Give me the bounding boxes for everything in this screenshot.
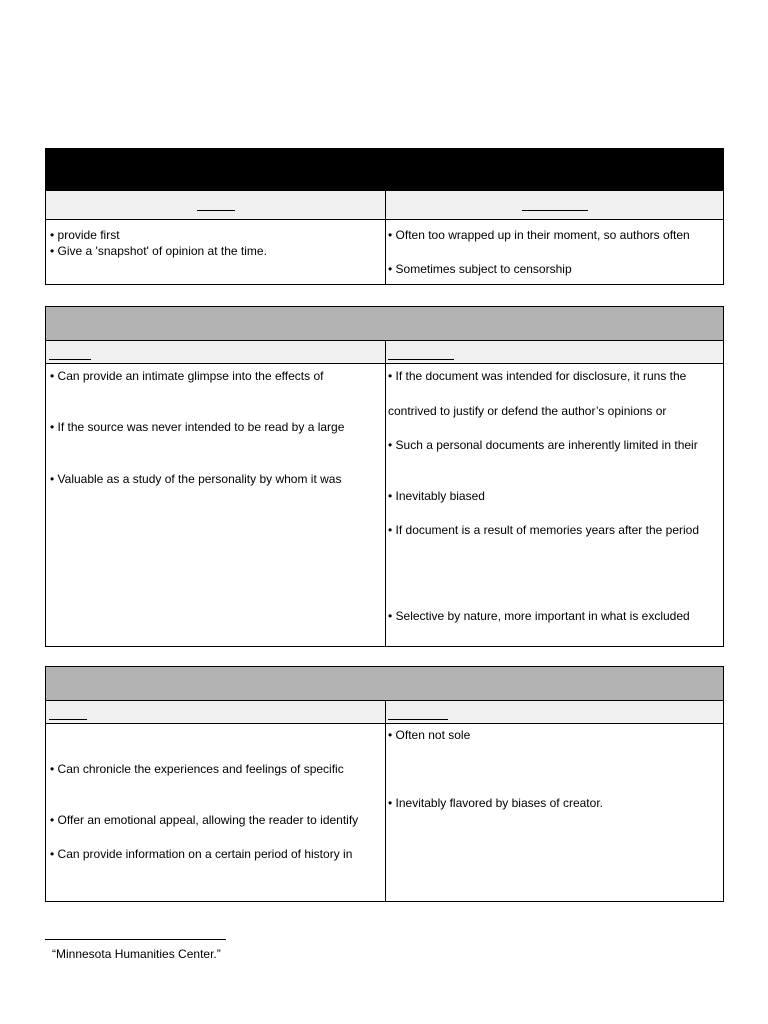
list-item: • Inevitably flavored by biases of creator. (388, 796, 603, 810)
list-item: • If the document was intended for disclosure, it runs the (388, 369, 687, 383)
disadvantages-column-header (385, 341, 723, 363)
list-item: • Can chronicle the experiences and feelings of specific (50, 762, 344, 776)
table-body (46, 364, 723, 646)
advantages-cell (46, 364, 385, 646)
disadvantages-cell (385, 220, 723, 284)
advantages-cell (46, 724, 385, 901)
disadvantages-cell (385, 364, 723, 646)
header-underline (49, 719, 87, 720)
list-item: contrived to justify or defend the author’s opinions or (388, 404, 667, 418)
advantages-column-header (46, 191, 385, 219)
list-item: • Offer an emotional appeal, allowing the reader to identify (50, 813, 359, 827)
list-item: • If document is a result of memories years after the period (388, 523, 700, 537)
list-item: • Selective by nature, more important in what is excluded (388, 609, 690, 623)
disadvantages-column-header (385, 191, 723, 219)
header-underline (49, 359, 91, 360)
list-item: • Sometimes subject to censorship (388, 262, 572, 276)
table-header-bar (46, 667, 723, 701)
table-header-bar (46, 149, 723, 191)
footnote-separator (45, 939, 226, 940)
header-underline (197, 210, 235, 211)
advantages-column-header (46, 341, 385, 363)
list-item: • Valuable as a study of the personality by whom it was (50, 472, 342, 486)
header-underline (388, 719, 448, 720)
header-underline (522, 210, 588, 211)
advantages-column-header (46, 701, 385, 723)
disadvantages-cell (385, 724, 723, 901)
list-item: • Often too wrapped up in their moment, so authors often (388, 228, 690, 242)
list-item: • provide first (50, 228, 120, 242)
primary-sources-table-3 (45, 666, 724, 902)
list-item: • Can provide information on a certain period of history in (50, 847, 353, 861)
list-item: • Inevitably biased (388, 489, 485, 503)
table-body (46, 220, 723, 284)
header-underline (388, 359, 454, 360)
list-item: • If the source was never intended to be read by a large (50, 420, 345, 434)
primary-sources-table-2 (45, 306, 724, 647)
column-header-row (46, 341, 723, 364)
list-item: • Can provide an intimate glimpse into the effects of (50, 369, 324, 383)
table-body (46, 724, 723, 901)
list-item: • Such a personal documents are inherently limited in their (388, 438, 698, 452)
column-header-row (46, 191, 723, 220)
list-item: • Give a 'snapshot' of opinion at the time. (50, 244, 267, 258)
primary-sources-table-1 (45, 148, 724, 285)
column-header-row (46, 701, 723, 724)
table-header-bar (46, 307, 723, 341)
footnote: “Minnesota Humanities Center.” (52, 947, 221, 961)
disadvantages-column-header (385, 701, 723, 723)
advantages-cell (46, 220, 385, 284)
list-item: • Often not sole (388, 728, 471, 742)
